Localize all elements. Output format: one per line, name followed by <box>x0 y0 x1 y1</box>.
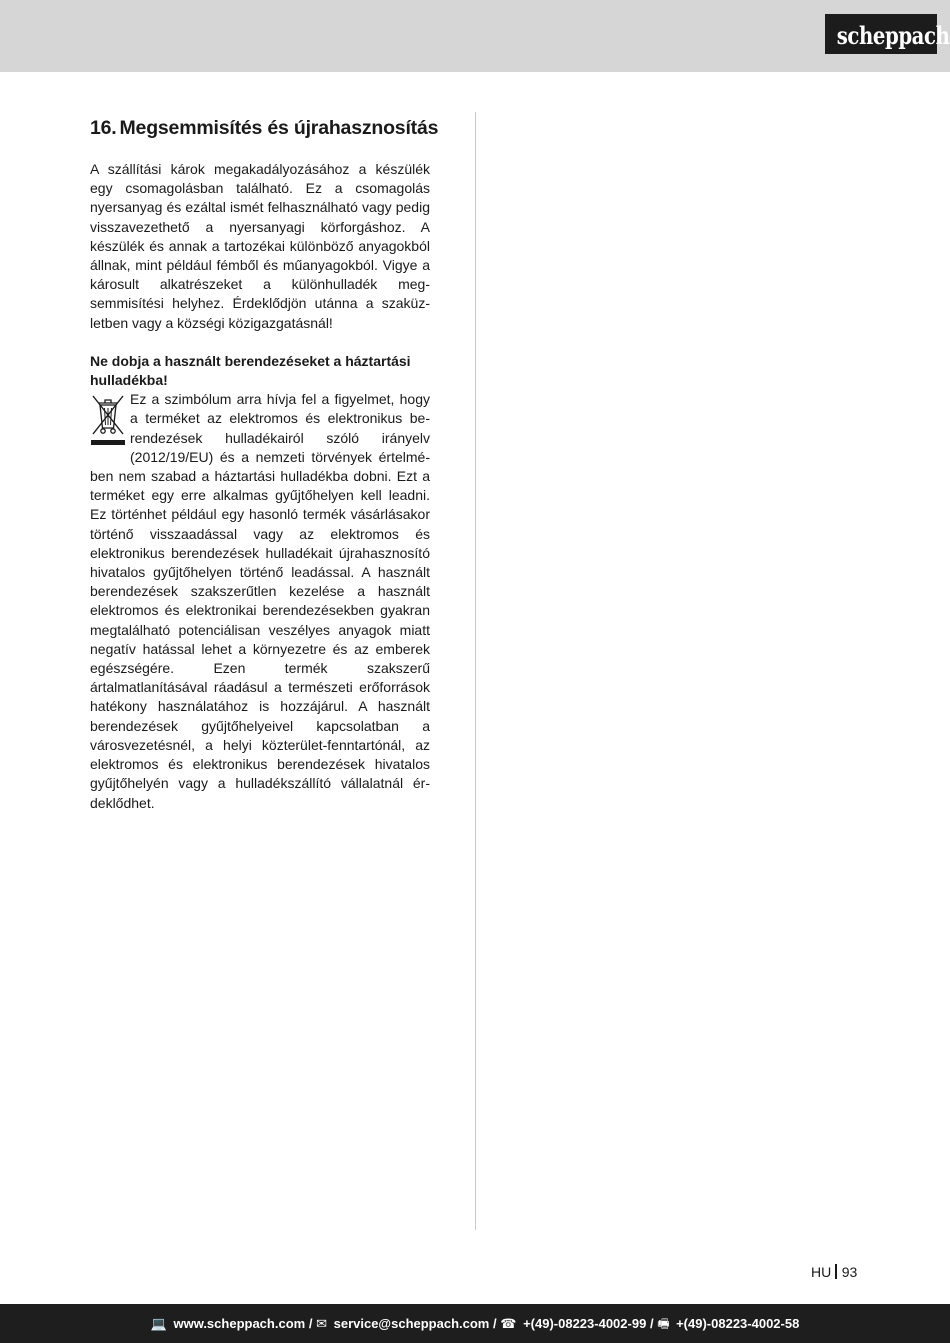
footer-phone: +(49)-08223-4002-99 <box>523 1316 647 1331</box>
footer-separator: / <box>308 1316 313 1331</box>
footer-separator: / <box>649 1316 654 1331</box>
phone-icon: ☎ <box>500 1316 517 1331</box>
packaging-paragraph: A szállítási károk megakadályozásához a készülék egy csomagolásban található. Ez a csomagolás nyersanyag és ezáltal ismét felhasználható vagy pedig visszavezethető a nyersanyagi körforgáshoz. A készülék és annak a tartozékai különböző anyagokból állnak, mint például fémből és műanyagokból. Vigye a károsult alkatrészeket a különhulladék megsemmisítési helyhez. Érdeklődjön utánna a szaküzletben vagy a községi közigazgatásnál! <box>90 161 430 331</box>
footer-email-link[interactable]: service@scheppach.com <box>333 1316 490 1331</box>
page-language: HU <box>811 1264 832 1280</box>
weee-paragraph-text: Ez a szimbólum arra hívja fel a figyelmet, hogy a terméket az elektromos és elektronikus berendezések hulladékairól szóló irányelv (2012/19/EU) és a nemzeti törvények értelmében nem szabad a háztartási hulladékba dobni. Ezt a terméket egy erre alkalmas gyűjtőhelyen kell leadni. Ez történhet például egy hasonló termék vásárlásakor történő visszaadással vagy az elektromos és elektronikus berendezések hulladékait újrahasznosító hivatalos gyűjtőhelyen történő leadással. A használt berendezések szakszerűtlen kezelése a használt elektromos és elektronikai berendezésekben gyakran megtalálható potenciálisan veszélyes anyagok miatt negatív hatással lehet a környezetre és az emberek egészségére. Ezen termék szakszerű ártalmatlanításával ráadásul a természeti erőforrások hatékony használatához is hozzájárul. A használt berendezések gyűjtőhelyeivel kapcsolatban a városvezetésnél, a helyi közterület-fenntartónál, az elektromos és elektronikus berendezések hivatalos gyűjtőhelyén vagy a hulladékszállító vállalatnál érdeklődhet. <box>90 391 430 811</box>
page-number-divider <box>835 1264 837 1279</box>
brand-logo: scheppach <box>825 14 937 54</box>
section-heading <box>90 116 439 140</box>
website-icon: 💻 <box>150 1316 167 1331</box>
fax-icon: 🖷 <box>657 1316 670 1331</box>
page-number <box>811 1264 857 1280</box>
footer-fax: +(49)-08223-4002-58 <box>676 1316 800 1331</box>
section-title: Megsemmisítés és újrahasznosítás <box>119 117 439 139</box>
section-number: 16. <box>90 117 117 139</box>
warning-heading: Ne dobja a használt berendezéseket a háztartási hulladékba! <box>90 352 411 389</box>
header-band <box>0 0 950 72</box>
page-number-value: 93 <box>841 1264 858 1280</box>
footer-separator: / <box>493 1316 497 1331</box>
mail-icon: ✉ <box>316 1316 327 1331</box>
column-divider <box>475 112 476 1230</box>
footer-bar <box>0 1304 950 1343</box>
weee-paragraph-block <box>90 390 430 812</box>
footer-website-link[interactable]: www.scheppach.com <box>173 1316 306 1331</box>
crossed-out-wheelie-bin-icon <box>90 392 126 448</box>
left-column <box>90 112 439 813</box>
